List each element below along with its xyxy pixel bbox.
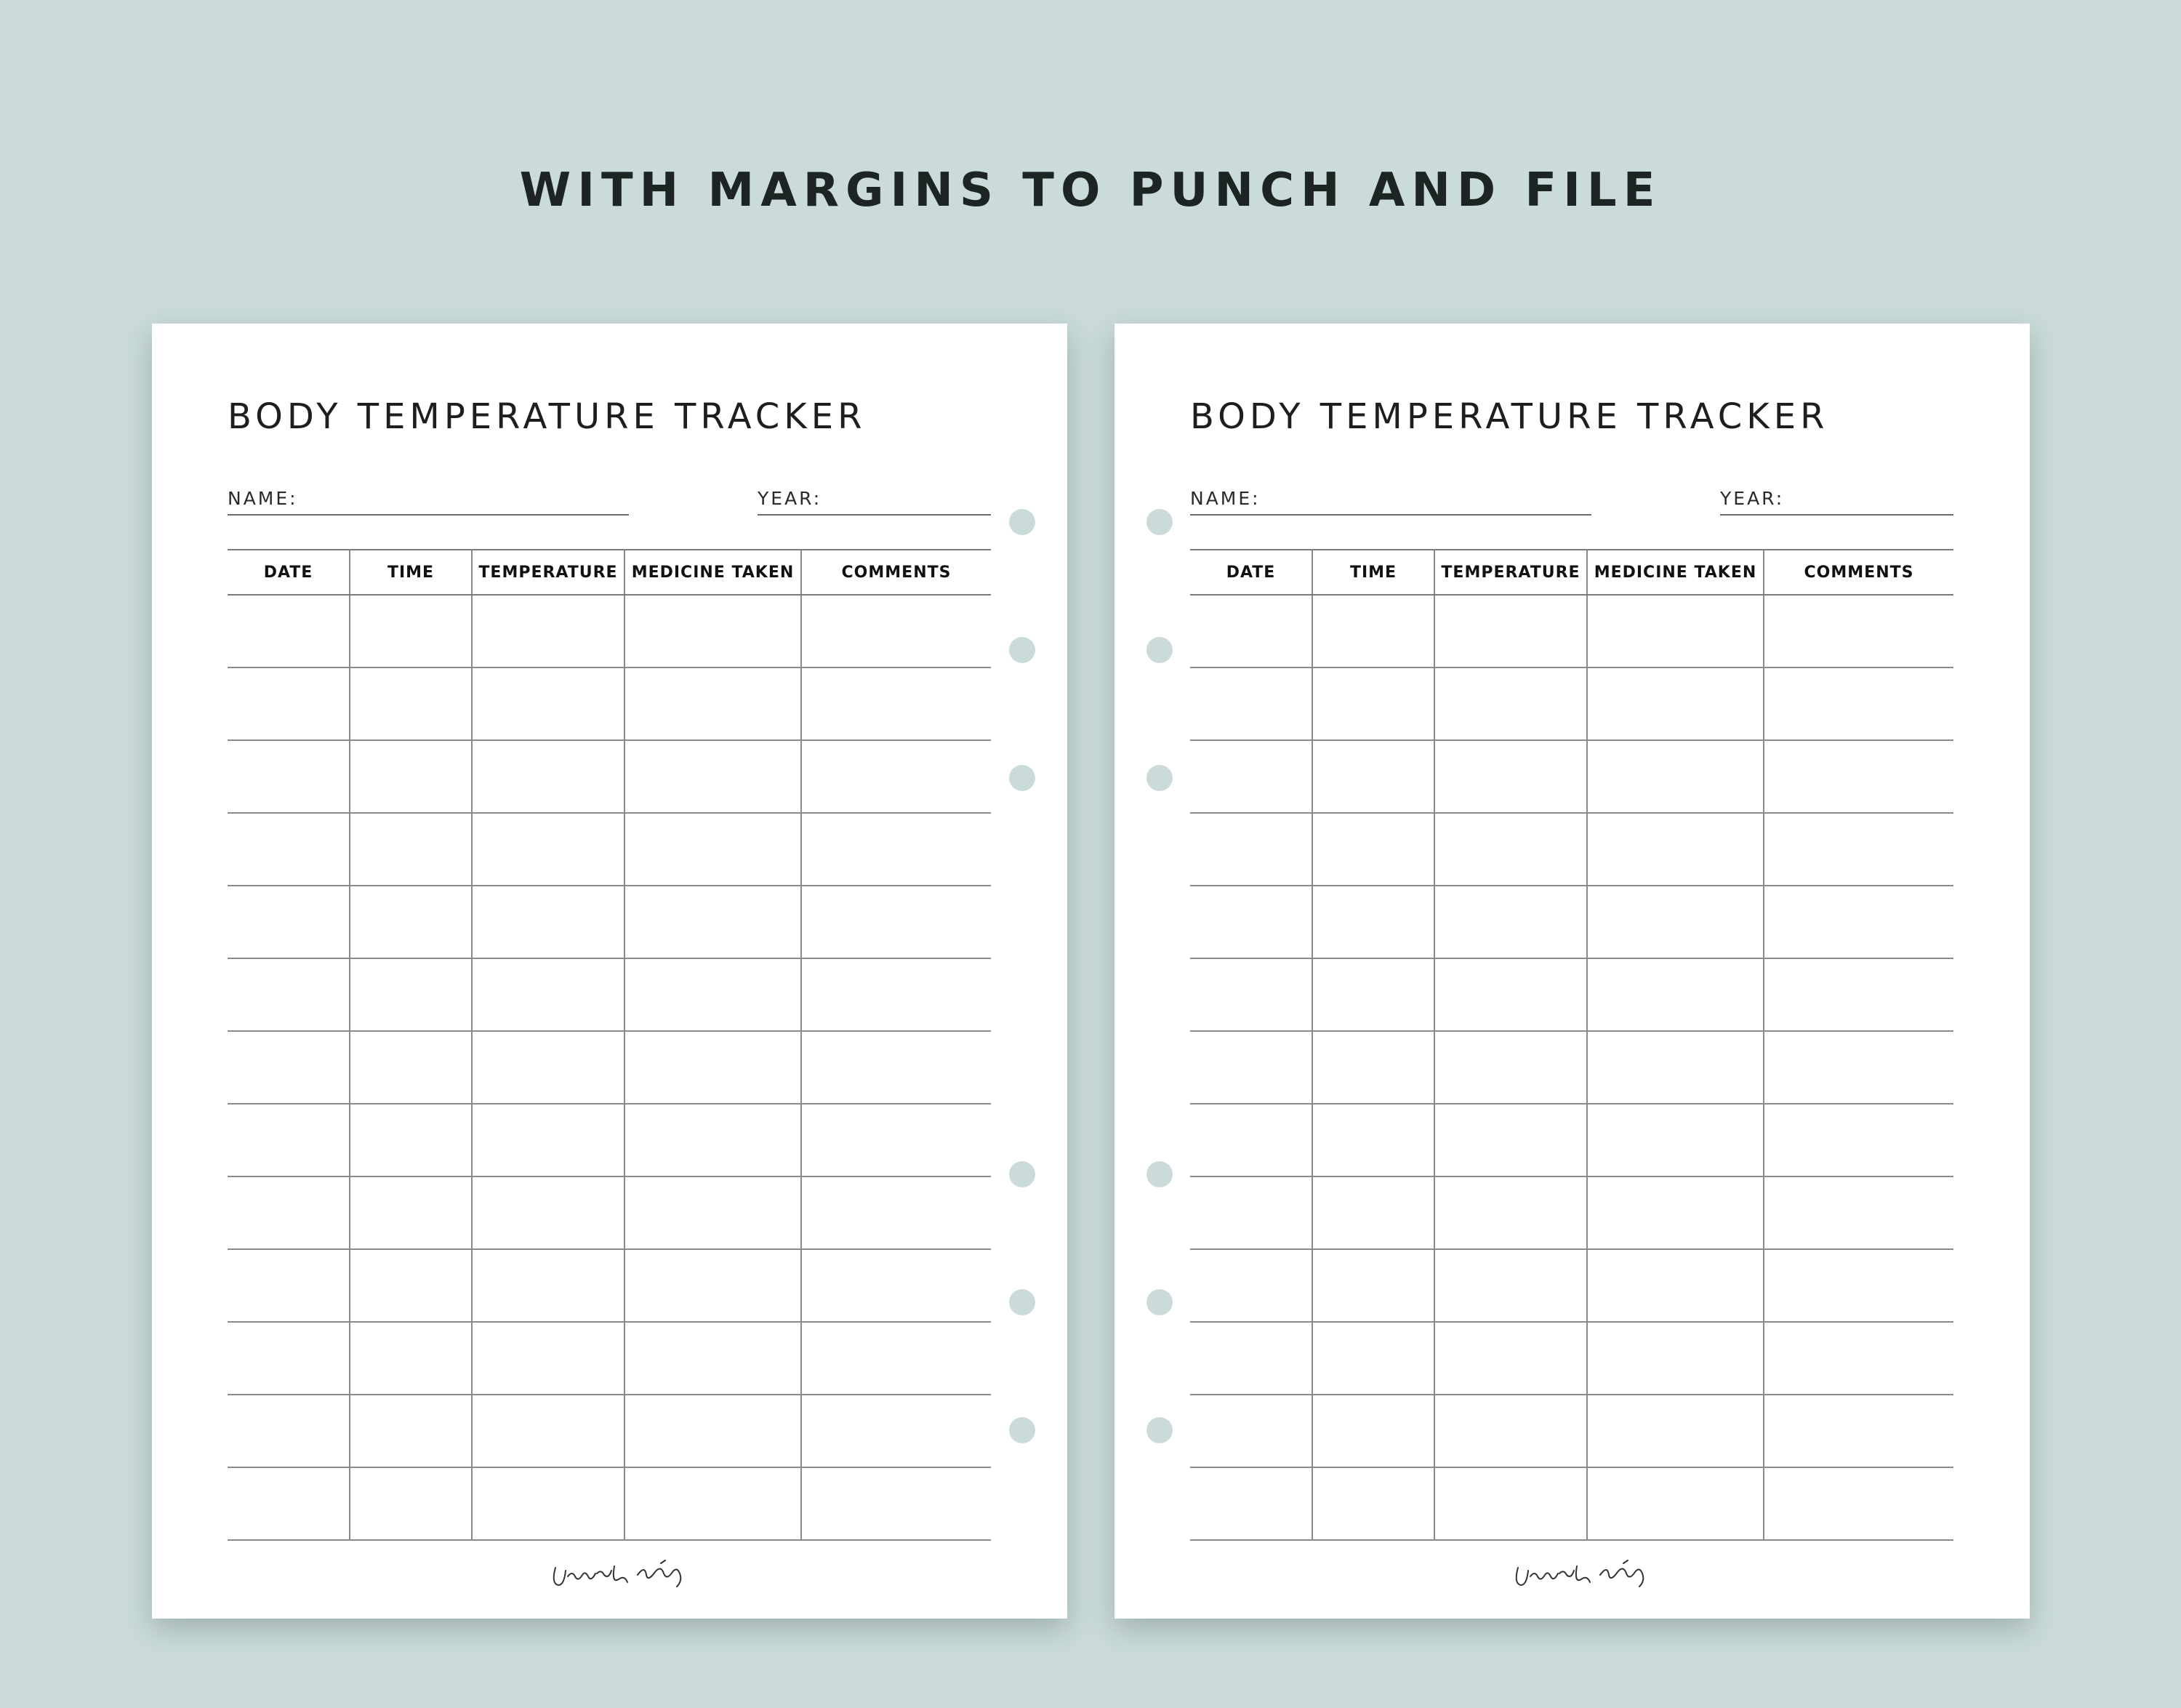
medicine-taken-cell (1587, 886, 1764, 958)
table-row (1190, 1176, 1953, 1249)
medicine-taken-cell (624, 1467, 801, 1540)
name-label: NAME: (228, 488, 298, 509)
comments-cell (1764, 1176, 1953, 1249)
name-field (228, 488, 629, 516)
medicine-taken-cell (1587, 1322, 1764, 1395)
date-cell (228, 958, 350, 1031)
medicine-taken-cell (624, 958, 801, 1031)
time-cell (1312, 740, 1434, 813)
punch-hole (1009, 765, 1035, 791)
date-cell (228, 1249, 350, 1322)
table-row (228, 1104, 991, 1176)
medicine-taken-cell (624, 1395, 801, 1467)
punch-hole (1146, 509, 1173, 535)
signature-mark (152, 1555, 1067, 1591)
date-cell (228, 667, 350, 740)
medicine-taken-cell (624, 740, 801, 813)
column-header-medicine-taken: MEDICINE TAKEN (624, 550, 801, 595)
column-header-comments: COMMENTS (1764, 550, 1953, 595)
comments-cell (1764, 740, 1953, 813)
temperature-cell (1434, 740, 1587, 813)
signature-mark (1114, 1555, 2030, 1591)
table-row (1190, 1467, 1953, 1540)
year-field (758, 488, 991, 516)
page-title: BODY TEMPERATURE TRACKER (228, 396, 867, 437)
table-row (1190, 667, 1953, 740)
temperature-cell (472, 1104, 624, 1176)
time-cell (350, 1176, 472, 1249)
date-cell (228, 1031, 350, 1104)
table-row (1190, 813, 1953, 886)
punch-hole (1146, 1417, 1173, 1443)
table-row (228, 667, 991, 740)
medicine-taken-cell (624, 1249, 801, 1322)
temperature-cell (1434, 1467, 1587, 1540)
time-cell (350, 595, 472, 667)
date-cell (1190, 1395, 1312, 1467)
punch-hole (1009, 1417, 1035, 1443)
time-cell (350, 813, 472, 886)
temperature-cell (472, 958, 624, 1031)
temperature-log-table (228, 549, 991, 1541)
table-body (228, 595, 991, 1540)
table-body (1190, 595, 1953, 1540)
date-cell (1190, 1322, 1312, 1395)
table-row (1190, 886, 1953, 958)
comments-cell (801, 1249, 991, 1322)
temperature-cell (1434, 958, 1587, 1031)
date-cell (228, 1395, 350, 1467)
time-cell (350, 886, 472, 958)
time-cell (1312, 1249, 1434, 1322)
date-cell (228, 1176, 350, 1249)
medicine-taken-cell (1587, 1395, 1764, 1467)
table-row (228, 595, 991, 667)
comments-cell (801, 813, 991, 886)
date-cell (228, 1322, 350, 1395)
planner-page-left (152, 324, 1067, 1619)
medicine-taken-cell (624, 1104, 801, 1176)
table-row (1190, 1395, 1953, 1467)
column-header-time: TIME (350, 550, 472, 595)
punch-hole (1146, 637, 1173, 663)
comments-cell (1764, 1322, 1953, 1395)
table-row (1190, 740, 1953, 813)
medicine-taken-cell (1587, 1176, 1764, 1249)
time-cell (350, 740, 472, 813)
medicine-taken-cell (624, 1031, 801, 1104)
temperature-cell (1434, 1249, 1587, 1322)
table-row (228, 1395, 991, 1467)
table-header-row (1190, 550, 1953, 595)
table-row (1190, 595, 1953, 667)
comments-cell (1764, 667, 1953, 740)
punch-hole (1009, 637, 1035, 663)
temperature-cell (472, 595, 624, 667)
medicine-taken-cell (1587, 813, 1764, 886)
comments-cell (801, 958, 991, 1031)
column-header-temperature: TEMPERATURE (1434, 550, 1587, 595)
temperature-cell (1434, 886, 1587, 958)
time-cell (1312, 667, 1434, 740)
time-cell (1312, 595, 1434, 667)
comments-cell (801, 1322, 991, 1395)
year-label: YEAR: (1720, 488, 1785, 509)
column-header-date: DATE (1190, 550, 1312, 595)
temperature-cell (472, 1176, 624, 1249)
column-header-medicine-taken: MEDICINE TAKEN (1587, 550, 1764, 595)
table-row (228, 958, 991, 1031)
temperature-cell (472, 667, 624, 740)
date-cell (228, 1467, 350, 1540)
time-cell (350, 1395, 472, 1467)
name-field (1190, 488, 1591, 516)
comments-cell (1764, 1467, 1953, 1540)
comments-cell (801, 667, 991, 740)
time-cell (1312, 813, 1434, 886)
date-cell (228, 595, 350, 667)
medicine-taken-cell (624, 1322, 801, 1395)
date-cell (1190, 1249, 1312, 1322)
column-header-time: TIME (1312, 550, 1434, 595)
table-row (1190, 1249, 1953, 1322)
time-cell (1312, 1467, 1434, 1540)
table-row (228, 1176, 991, 1249)
medicine-taken-cell (1587, 1031, 1764, 1104)
table-row (228, 1031, 991, 1104)
date-cell (228, 813, 350, 886)
comments-cell (801, 1176, 991, 1249)
table-row (228, 740, 991, 813)
comments-cell (801, 595, 991, 667)
temperature-cell (1434, 1176, 1587, 1249)
date-cell (1190, 595, 1312, 667)
time-cell (1312, 1104, 1434, 1176)
time-cell (350, 1031, 472, 1104)
comments-cell (1764, 1104, 1953, 1176)
time-cell (1312, 1322, 1434, 1395)
medicine-taken-cell (1587, 1467, 1764, 1540)
temperature-cell (1434, 813, 1587, 886)
medicine-taken-cell (1587, 1249, 1764, 1322)
temperature-cell (1434, 595, 1587, 667)
comments-cell (1764, 958, 1953, 1031)
punch-hole (1009, 509, 1035, 535)
table-header-row (228, 550, 991, 595)
punch-hole (1009, 1161, 1035, 1187)
comments-cell (801, 1104, 991, 1176)
time-cell (1312, 1176, 1434, 1249)
medicine-taken-cell (1587, 667, 1764, 740)
punch-hole (1146, 1289, 1173, 1315)
comments-cell (1764, 1031, 1953, 1104)
planner-page-right (1114, 324, 2030, 1619)
date-cell (228, 740, 350, 813)
comments-cell (1764, 1395, 1953, 1467)
comments-cell (1764, 595, 1953, 667)
medicine-taken-cell (1587, 740, 1764, 813)
medicine-taken-cell (624, 1176, 801, 1249)
comments-cell (801, 1467, 991, 1540)
time-cell (350, 1104, 472, 1176)
date-cell (1190, 740, 1312, 813)
table-row (228, 1249, 991, 1322)
column-header-temperature: TEMPERATURE (472, 550, 624, 595)
table-row (1190, 1031, 1953, 1104)
table-row (228, 1467, 991, 1540)
medicine-taken-cell (1587, 595, 1764, 667)
comments-cell (1764, 1249, 1953, 1322)
medicine-taken-cell (1587, 1104, 1764, 1176)
time-cell (1312, 886, 1434, 958)
date-cell (1190, 1104, 1312, 1176)
temperature-cell (472, 1467, 624, 1540)
table-row (228, 1322, 991, 1395)
temperature-cell (472, 740, 624, 813)
temperature-cell (472, 1031, 624, 1104)
comments-cell (1764, 886, 1953, 958)
time-cell (350, 958, 472, 1031)
punch-hole (1146, 765, 1173, 791)
time-cell (1312, 1031, 1434, 1104)
date-cell (1190, 1031, 1312, 1104)
year-label: YEAR: (758, 488, 822, 509)
year-field (1720, 488, 1953, 516)
time-cell (1312, 1395, 1434, 1467)
banner-headline: WITH MARGINS TO PUNCH AND FILE (519, 164, 1662, 217)
temperature-cell (472, 1395, 624, 1467)
column-header-comments: COMMENTS (801, 550, 991, 595)
time-cell (350, 1467, 472, 1540)
temperature-cell (1434, 1104, 1587, 1176)
table-row (1190, 958, 1953, 1031)
date-cell (228, 1104, 350, 1176)
date-cell (1190, 958, 1312, 1031)
date-cell (1190, 813, 1312, 886)
temperature-cell (1434, 1322, 1587, 1395)
temperature-cell (1434, 1031, 1587, 1104)
temperature-cell (472, 886, 624, 958)
temperature-cell (1434, 667, 1587, 740)
medicine-taken-cell (624, 886, 801, 958)
time-cell (350, 1249, 472, 1322)
temperature-cell (472, 1249, 624, 1322)
comments-cell (801, 886, 991, 958)
time-cell (350, 667, 472, 740)
table-row (1190, 1322, 1953, 1395)
table-row (228, 886, 991, 958)
temperature-cell (1434, 1395, 1587, 1467)
comments-cell (801, 1395, 991, 1467)
date-cell (1190, 1467, 1312, 1540)
punch-hole (1009, 1289, 1035, 1315)
medicine-taken-cell (1587, 958, 1764, 1031)
page-title: BODY TEMPERATURE TRACKER (1190, 396, 1829, 437)
date-cell (1190, 1176, 1312, 1249)
name-label: NAME: (1190, 488, 1261, 509)
comments-cell (1764, 813, 1953, 886)
table-row (1190, 1104, 1953, 1176)
time-cell (350, 1322, 472, 1395)
date-cell (1190, 667, 1312, 740)
medicine-taken-cell (624, 813, 801, 886)
temperature-cell (472, 813, 624, 886)
punch-hole (1146, 1161, 1173, 1187)
medicine-taken-cell (624, 595, 801, 667)
temperature-cell (472, 1322, 624, 1395)
column-header-date: DATE (228, 550, 350, 595)
date-cell (1190, 886, 1312, 958)
table-row (228, 813, 991, 886)
time-cell (1312, 958, 1434, 1031)
medicine-taken-cell (624, 667, 801, 740)
comments-cell (801, 1031, 991, 1104)
temperature-log-table (1190, 549, 1953, 1541)
comments-cell (801, 740, 991, 813)
date-cell (228, 886, 350, 958)
